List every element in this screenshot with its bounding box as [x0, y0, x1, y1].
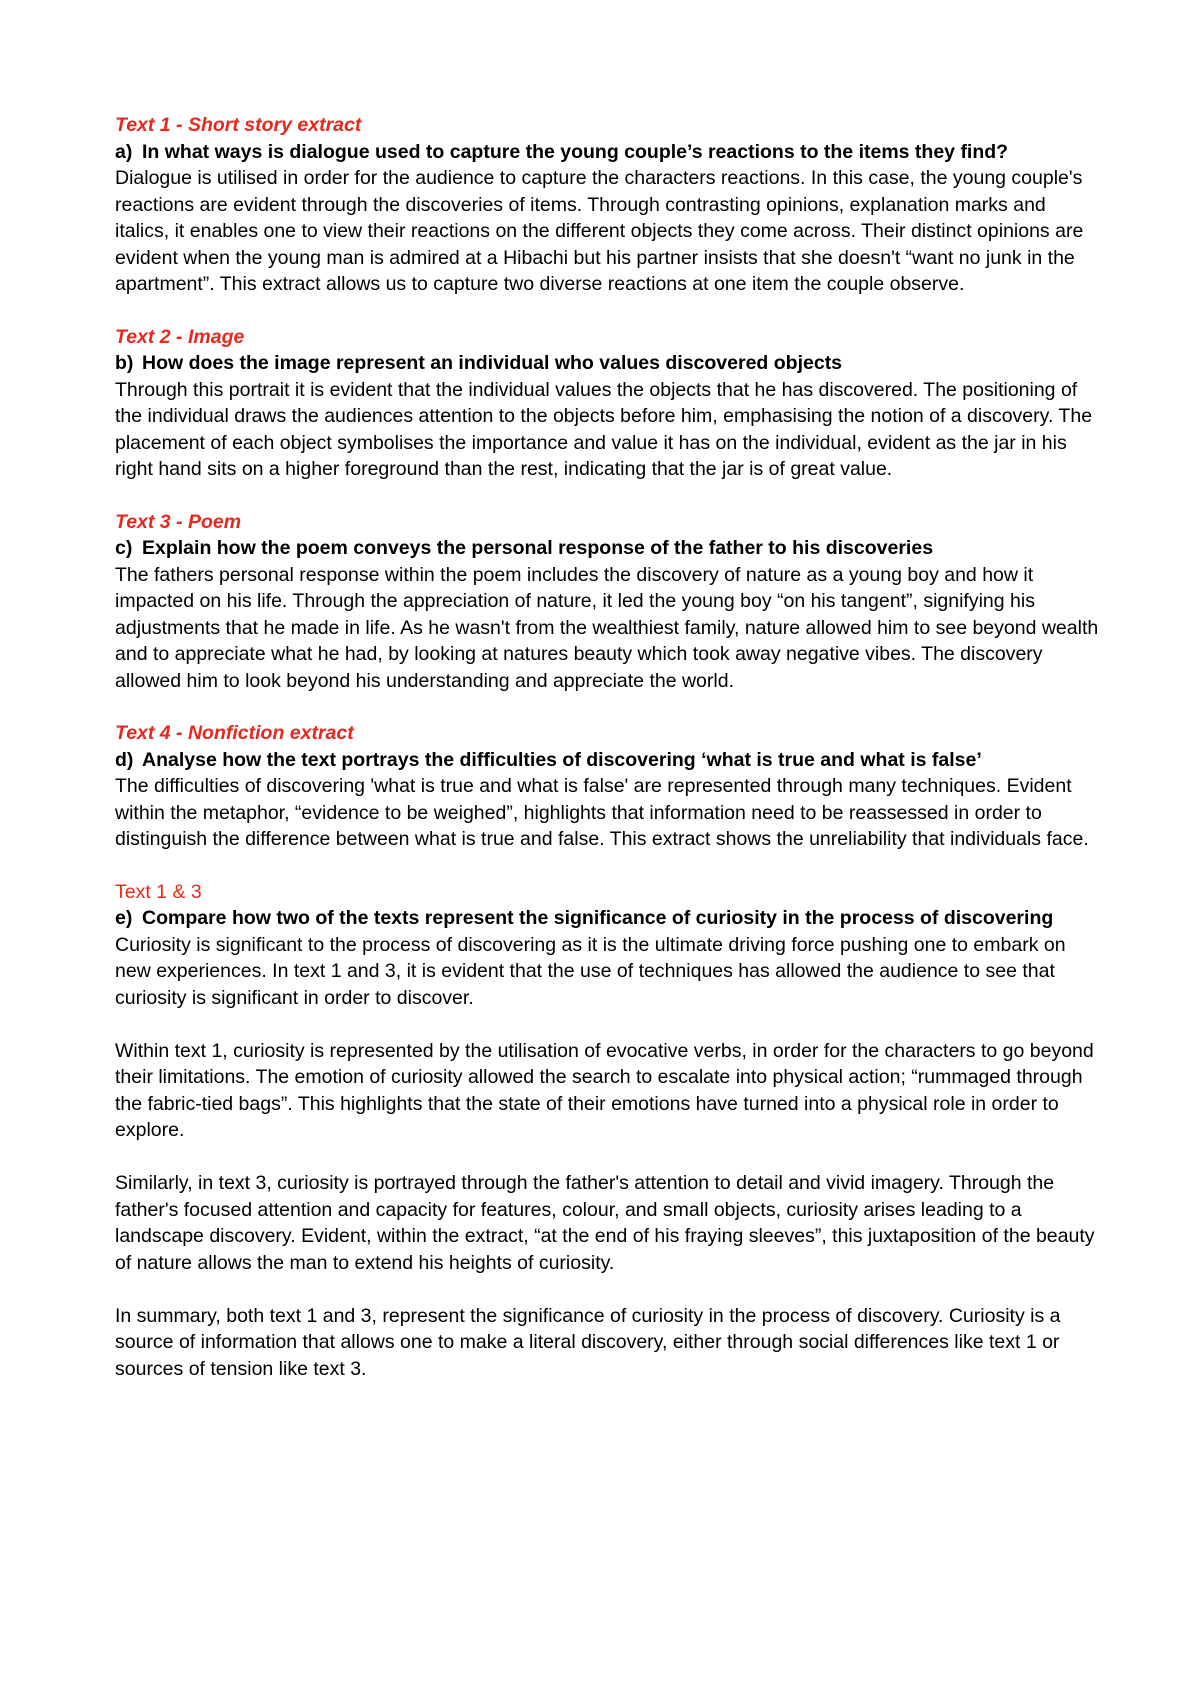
- section-text-1-and-3: [115, 879, 1105, 1383]
- question-letter: d): [115, 748, 134, 771]
- question: [115, 350, 1105, 377]
- document-content: [115, 112, 1105, 1408]
- section-heading: Text 1 & 3: [115, 880, 202, 903]
- question: [115, 535, 1105, 562]
- answer-paragraph: Dialogue is utilised in order for the audience to capture the characters reactions. In this case, the young couple's reactions are evident through the discoveries of items. Through contrasting opinions, explanation marks and italics, it enables one to view their reactions on the different objects they come across. Their distinct opinions are evident when the young man is admired at a Hibachi but his partner insists that she doesn't “want no junk in the apartment”. This extract allows us to capture two diverse reactions at one item the couple observe.: [115, 167, 1084, 295]
- question-text: Explain how the poem conveys the personal response of the father to his discoveries: [142, 537, 934, 559]
- answer-paragraph: The fathers personal response within the poem includes the discovery of nature as a young boy and how it impacted on his life. Through the appreciation of nature, it led the young boy “on his tangent”, signifying his adjustments that he made in life. As he wasn't from the wealthiest family, nature allowed him to see beyond wealth and to appreciate what he had, by looking at natures beauty which took away negative vibes. The discovery allowed him to look beyond his understanding and appreciate the world.: [115, 563, 1099, 692]
- answer-paragraph: Within text 1, curiosity is represented by the utilisation of evocative verbs, in order for the characters to go beyond their limitations. The emotion of curiosity allowed the search to escalate into physical action; “rummaged through the fabric-tied bags”. This highlights that the state of their emotions have turned into a physical role in order to explore.: [115, 1039, 1094, 1141]
- question-letter: c): [115, 537, 133, 559]
- section-text-2: [115, 324, 1105, 483]
- section-heading: Text 3 - Poem: [115, 510, 242, 533]
- question: [115, 139, 1105, 166]
- question-text: How does the image represent an individual who values discovered objects: [142, 352, 843, 374]
- section-heading: Text 1 - Short story extract: [115, 114, 362, 136]
- question-text: In what ways is dialogue used to capture the young couple’s reactions to the items they find?: [142, 140, 1009, 163]
- section-heading: Text 4 - Nonfiction extract: [115, 722, 354, 744]
- question: [115, 747, 1105, 774]
- answer-paragraph: The difficulties of discovering 'what is true and what is false' are represented through many techniques. Evident within the metaphor, “evidence to be weighed”, highlights that information need to be reassessed in order to distinguish the difference between what is true and false. This extract shows the unreliability that individuals face.: [115, 775, 1089, 850]
- question-letter: b): [115, 352, 134, 374]
- answer-paragraph: Similarly, in text 3, curiosity is portrayed through the father's attention to detail and vivid imagery. Through the father's focused attention and capacity for features, colour, and small objects, curiosity arises leading to a landscape discovery. Evident, within the extract, “at the end of his fraying sleeves”, this juxtaposition of the beauty of nature allows the man to extend his heights of curiosity.: [115, 1172, 1095, 1274]
- answer-paragraph: Through this portrait it is evident that the individual values the objects that he has discovered. The positioning of the individual draws the audiences attention to the objects before him, emphasising the notion of a discovery. The placement of each object symbolises the importance and value it has on the individual, evident as the jar in his right hand sits on a higher foreground than the rest, indicating that the jar is of great value.: [115, 378, 1093, 480]
- section-heading: Text 2 - Image: [115, 325, 245, 348]
- section-text-1: [115, 112, 1105, 298]
- question: [115, 905, 1105, 932]
- question-letter: a): [115, 140, 133, 163]
- question-text: Analyse how the text portrays the difficulties of discovering ‘what is true and what is false’: [142, 748, 982, 771]
- question-letter: e): [115, 907, 133, 929]
- answer-paragraph: In summary, both text 1 and 3, represent the significance of curiosity in the process of discovery. Curiosity is a source of information that allows one to make a literal discovery, either through social differences like text 1 or sources of tension like text 3.: [115, 1304, 1061, 1380]
- section-text-4: [115, 720, 1105, 853]
- section-text-3: [115, 509, 1105, 695]
- question-text: Compare how two of the texts represent the significance of curiosity in the process of discovering: [142, 907, 1054, 929]
- answer-paragraph: Curiosity is significant to the process of discovering as it is the ultimate driving force pushing one to embark on new experiences. In text 1 and 3, it is evident that the use of techniques has allowed the audience to see that curiosity is significant in order to discover.: [115, 933, 1066, 1009]
